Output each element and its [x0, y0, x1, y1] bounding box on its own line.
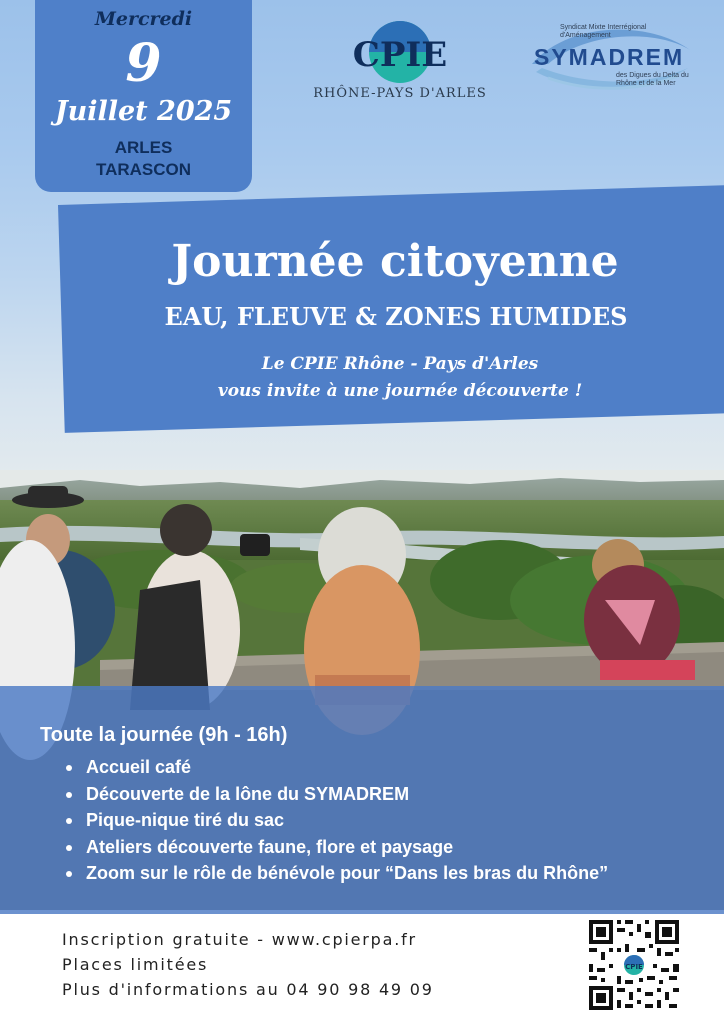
qr-center-mark: CPIE — [625, 963, 643, 971]
symadrem-name: SYMADREM — [534, 44, 685, 70]
month-year: Juillet 2025 — [54, 96, 233, 127]
city-arles: ARLES — [114, 138, 173, 157]
program-item-label: Zoom sur le rôle de bénévole pour “Dans les bras du Rhône” — [86, 863, 609, 883]
cpie-caption: RHÔNE-PAYS D'ARLES — [313, 86, 487, 101]
bullet-icon — [66, 765, 72, 771]
contact-info: Plus d'informations au 04 90 98 49 09 — [62, 980, 434, 999]
program-item-label: Découverte de la lône du SYMADREM — [86, 783, 410, 804]
qr-code[interactable] — [587, 918, 681, 1012]
program-item — [66, 809, 608, 836]
day-number: 9 — [125, 33, 162, 94]
bullet-icon — [66, 818, 72, 824]
day-name: Mercredi — [94, 8, 193, 30]
program-item — [66, 862, 608, 889]
program-item — [66, 756, 608, 783]
program-item-label: Ateliers découverte faune, flore et paysage — [86, 836, 454, 857]
page-subtitle: EAU, FLEUVE & ZONES HUMIDES — [164, 302, 628, 331]
cpie-logo-mark: CPIE — [352, 35, 448, 75]
date-card — [35, 0, 252, 192]
invite-line-1: Le CPIE Rhône - Pays d'Arles — [261, 354, 539, 374]
bullet-icon — [66, 871, 72, 877]
symadrem-bottom-text: des Digues du Delta du Rhône et de la Mer — [616, 72, 689, 87]
program-item — [66, 783, 608, 810]
invite-line-2: vous invite à une journée découverte ! — [217, 381, 583, 401]
page-title: Journée citoyenne — [171, 236, 619, 287]
program-heading: Toute la journée (9h - 16h) — [40, 724, 288, 746]
bullet-icon — [66, 792, 72, 798]
places-info: Places limitées — [62, 955, 209, 974]
program-item-label: Pique-nique tiré du sac — [86, 810, 285, 830]
registration-info: Inscription gratuite - www.cpierpa.fr — [62, 930, 417, 949]
program-item-label: Accueil café — [86, 757, 192, 777]
symadrem-top-text: Syndicat Mixte Interrégional d'Aménagement — [560, 24, 647, 39]
program-list — [66, 756, 608, 889]
program-item — [66, 836, 608, 863]
city-tarascon: TARASCON — [95, 160, 192, 179]
bullet-icon — [66, 845, 72, 851]
